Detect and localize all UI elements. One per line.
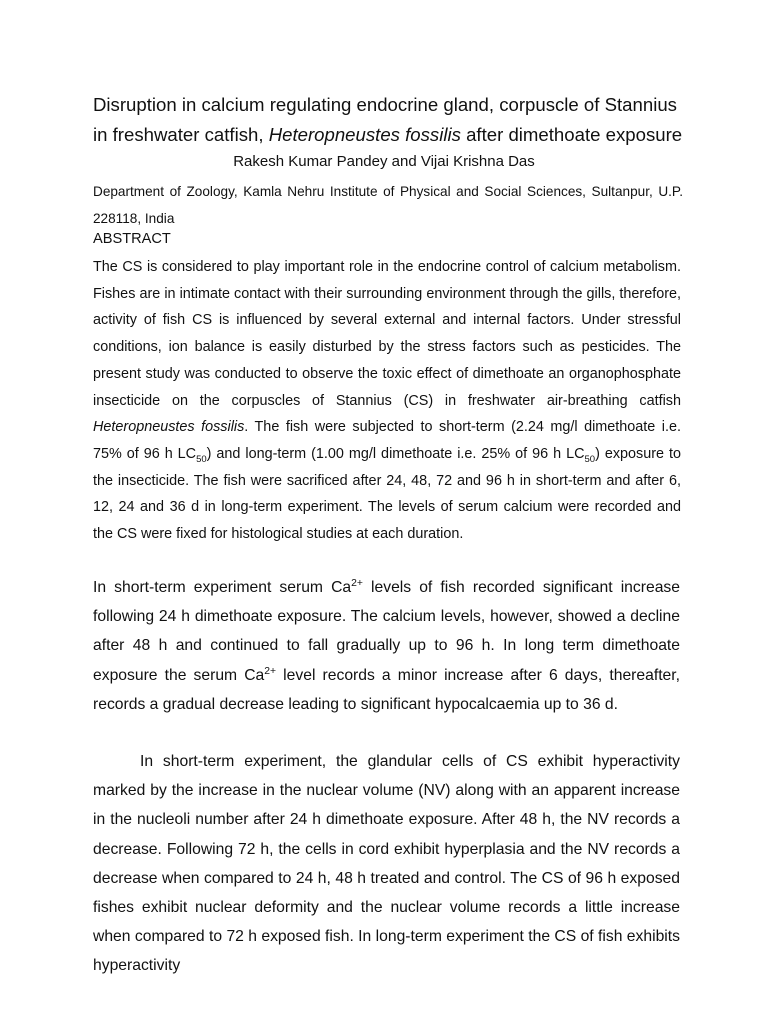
para2-text-2: levels of fish recorded significant increase following 24 h dimethoate exposure. The calcium levels, however, showed a decline after 48 h and continued to fall gradually up to 96 h. In long term dimethoate exposure the serum Ca bbox=[93, 579, 680, 684]
paper-title bbox=[93, 90, 683, 150]
para2-text-3: level records a minor increase after 6 days, thereafter, records a gradual decrease leading to significant hypocalcaemia up to 36 d. bbox=[93, 666, 680, 713]
lc50-subscript-2: 50 bbox=[584, 453, 596, 465]
title-text-1: Disruption in calcium regulating endocrine gland, corpuscle of Stannius in freshwater catfish, bbox=[93, 94, 677, 145]
para3-text: In short-term experiment, the glandular cells of CS exhibit hyperactivity marked by the increase in the nuclear volume (NV) along with an apparent increase in the nucleoli number after 24 h dimethoate exposure. After 48 h, the NV records a decrease. Following 72 h, the cells in cord exhibit hyperplasia and the NV records a decrease when compared to 24 h, 48 h treated and control. The CS of 96 h exposed fishes exhibit nuclear deformity and the nuclear volume records a little increase when compared to 72 h exposed fish. In long-term experiment the CS of fish exhibits hyperactivity bbox=[93, 753, 680, 975]
abstract-text-3: ) and long-term (1.00 mg/l dimethoate i.e. 25% of 96 h LC bbox=[206, 445, 585, 462]
title-species: Heteropneustes fossilis bbox=[268, 124, 461, 145]
abstract-heading: ABSTRACT bbox=[93, 231, 171, 247]
authors: Rakesh Kumar Pandey and Vijai Krishna Das bbox=[233, 153, 535, 170]
ca-superscript-2: 2+ bbox=[264, 665, 277, 677]
para2-text-1: In short-term experiment serum Ca bbox=[93, 579, 352, 596]
paragraph-histology bbox=[93, 747, 680, 981]
paragraph-serum-calcium bbox=[93, 573, 680, 719]
affiliation: Department of Zoology, Kamla Nehru Institute of Physical and Social Sciences, Sultanpur, U.P. 228118, India bbox=[93, 184, 683, 226]
title-text-2: after dimethoate exposure bbox=[460, 124, 683, 145]
abstract-species: Heteropneustes fossilis bbox=[93, 419, 245, 436]
abstract-text-1: The CS is considered to play important role in the endocrine control of calcium metabolism. Fishes are in intimate contact with their surrounding environment through the gills, therefore, activity of fish CS is influenced by several external and internal factors. Under stressful conditions, ion balance is easily disturbed by the stress factors such as pesticides. The present study was conducted to observe the toxic effect of dimethoate an organophosphate insecticide on the corpuscles of Stannius (CS) in freshwater air-breathing catfish bbox=[93, 259, 681, 409]
ca-superscript-1: 2+ bbox=[351, 577, 363, 589]
lc50-subscript-1: 50 bbox=[196, 453, 207, 465]
abstract-text-4: ) exposure to the insecticide. The fish were sacrificed after 24, 48, 72 and 96 h in short-term and after 6, 12, 24 and 36 d in long-term experiment. The levels of serum calcium were recorded and the CS were fixed for histological studies at each duration. bbox=[93, 445, 681, 543]
abstract-text-2: . The fish were subjected to short-term (2.24 mg/l dimethoate i.e. 75% of 96 h LC bbox=[93, 419, 681, 462]
abstract-body bbox=[93, 254, 681, 548]
